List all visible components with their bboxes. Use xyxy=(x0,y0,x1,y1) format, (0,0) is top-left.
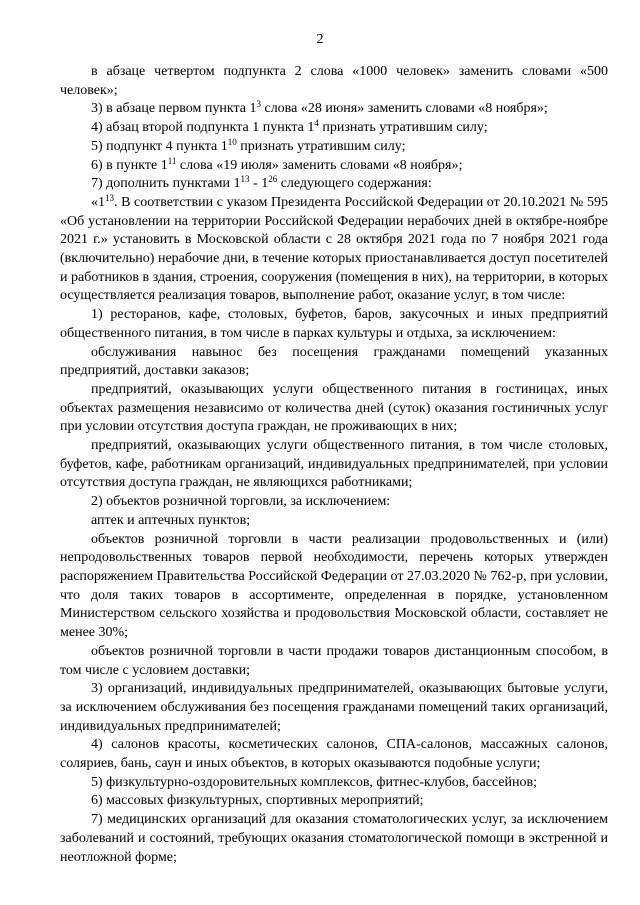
page-number: 2 xyxy=(316,32,324,47)
paragraph-7: «$1^{13}$. В соответствии с указом Президента Российской Федерации от 20.10.2021 № 595 «Об установлении на территории Российской Федерации нерабочих дней в октябре-ноябре 2021 г.» установить в Московской области с 28 октября 2021 года по 7 ноября 2021 года (включительно) нерабочие дни, в течение которых приостанавливается доступ посетителей и работников в здания, строения, сооружения (помещения в них), на территории, в которых осуществляется реализация товаров, выполнение работ, оказание услуг, в том числе: xyxy=(60,192,608,304)
paragraph-11: предприятий, оказывающих услуги общественного питания, в том числе столовых, буфетов, кафе, работникам организаций, индивидуальных предпринимателей, при условии отсутствия доступа граждан, не являющихся работниками; xyxy=(60,438,608,491)
document-body xyxy=(60,63,608,867)
paragraph-9: обслуживания навынос без посещения гражданами помещений указанных предприятий, доставки заказов; xyxy=(60,344,608,379)
paragraph-19: 6) массовых физкультурных, спортивных мероприятий; xyxy=(91,793,424,809)
paragraph-2: 3) в абзаце первом пункта $1^3$ слова «28 июня» заменить словами «8 ноября»; xyxy=(91,99,548,117)
paragraph-13: аптек и аптечных пунктов; xyxy=(91,512,251,528)
paragraph-17: 4) салонов красоты, косметических салонов, СПА-салонов, массажных салонов, соляриев, бань, саун и иных объектов, в которых оказываются подобные услуги; xyxy=(60,737,608,772)
paragraph-20: 7) медицинских организаций для оказания стоматологических услуг, за исключением заболеваний и состояний, требующих оказания стоматологической помощи в экстренной и неотложной форме; xyxy=(60,812,608,865)
paragraph-10: предприятий, оказывающих услуги общественного питания в гостиницах, иных объектах размещения независимо от количества дней (суток) оказания гостиничных услуг при условии отсутствия доступа граждан, не проживающих в них; xyxy=(60,381,608,435)
paragraph-1: в абзаце четвертом подпункта 2 слова «1000 человек» заменить словами «500 человек»; xyxy=(60,64,608,98)
paragraph-14: объектов розничной торговли в части реализации продовольственных и (или) непродовольственных товаров первой необходимости, перечень которых утвержден распоряжением Правительства Российской Федерации от 27.03.2020 № 762-р, при условии, что доля таких товаров в ассортименте, определенная в порядке, установленном Министерством сельского хозяйства и продовольствия Московской области, составляет не менее 30%; xyxy=(60,531,608,641)
paragraph-8: 1) ресторанов, кафе, столовых, буфетов, баров, закусочных и иных предприятий общественного питания, в том числе в парках культуры и отдыха, за исключением: xyxy=(60,307,608,341)
paragraph-4: 5) подпункт 4 пункта $1^{10}$ признать утратившим силу; xyxy=(91,136,406,154)
paragraph-6: 7) дополнить пунктами $1^{13} - 1^{26}$ следующего содержания: xyxy=(91,174,432,192)
paragraph-3: 4) абзац второй подпункта 1 пункта $1^4$ признать утратившим силу; xyxy=(91,118,488,136)
paragraph-18: 5) физкультурно-оздоровительных комплексов, фитнес-клубов, бассейнов; xyxy=(91,774,538,790)
paragraph-15: объектов розничной торговли в части продажи товаров дистанционным способом, в том числе с условием доставки; xyxy=(60,643,608,678)
paragraph-5: 6) в пункте $1^{11}$ слова «19 июля» заменить словами «8 ноября»; xyxy=(91,155,463,173)
paragraph-12: 2) объектов розничной торговли, за исключением: xyxy=(91,494,391,510)
paragraph-16: 3) организаций, индивидуальных предпринимателей, оказывающих бытовые услуги, за исключением обслуживания без посещения гражданами помещений таких организаций, индивидуальных предпринимателей; xyxy=(60,681,608,734)
